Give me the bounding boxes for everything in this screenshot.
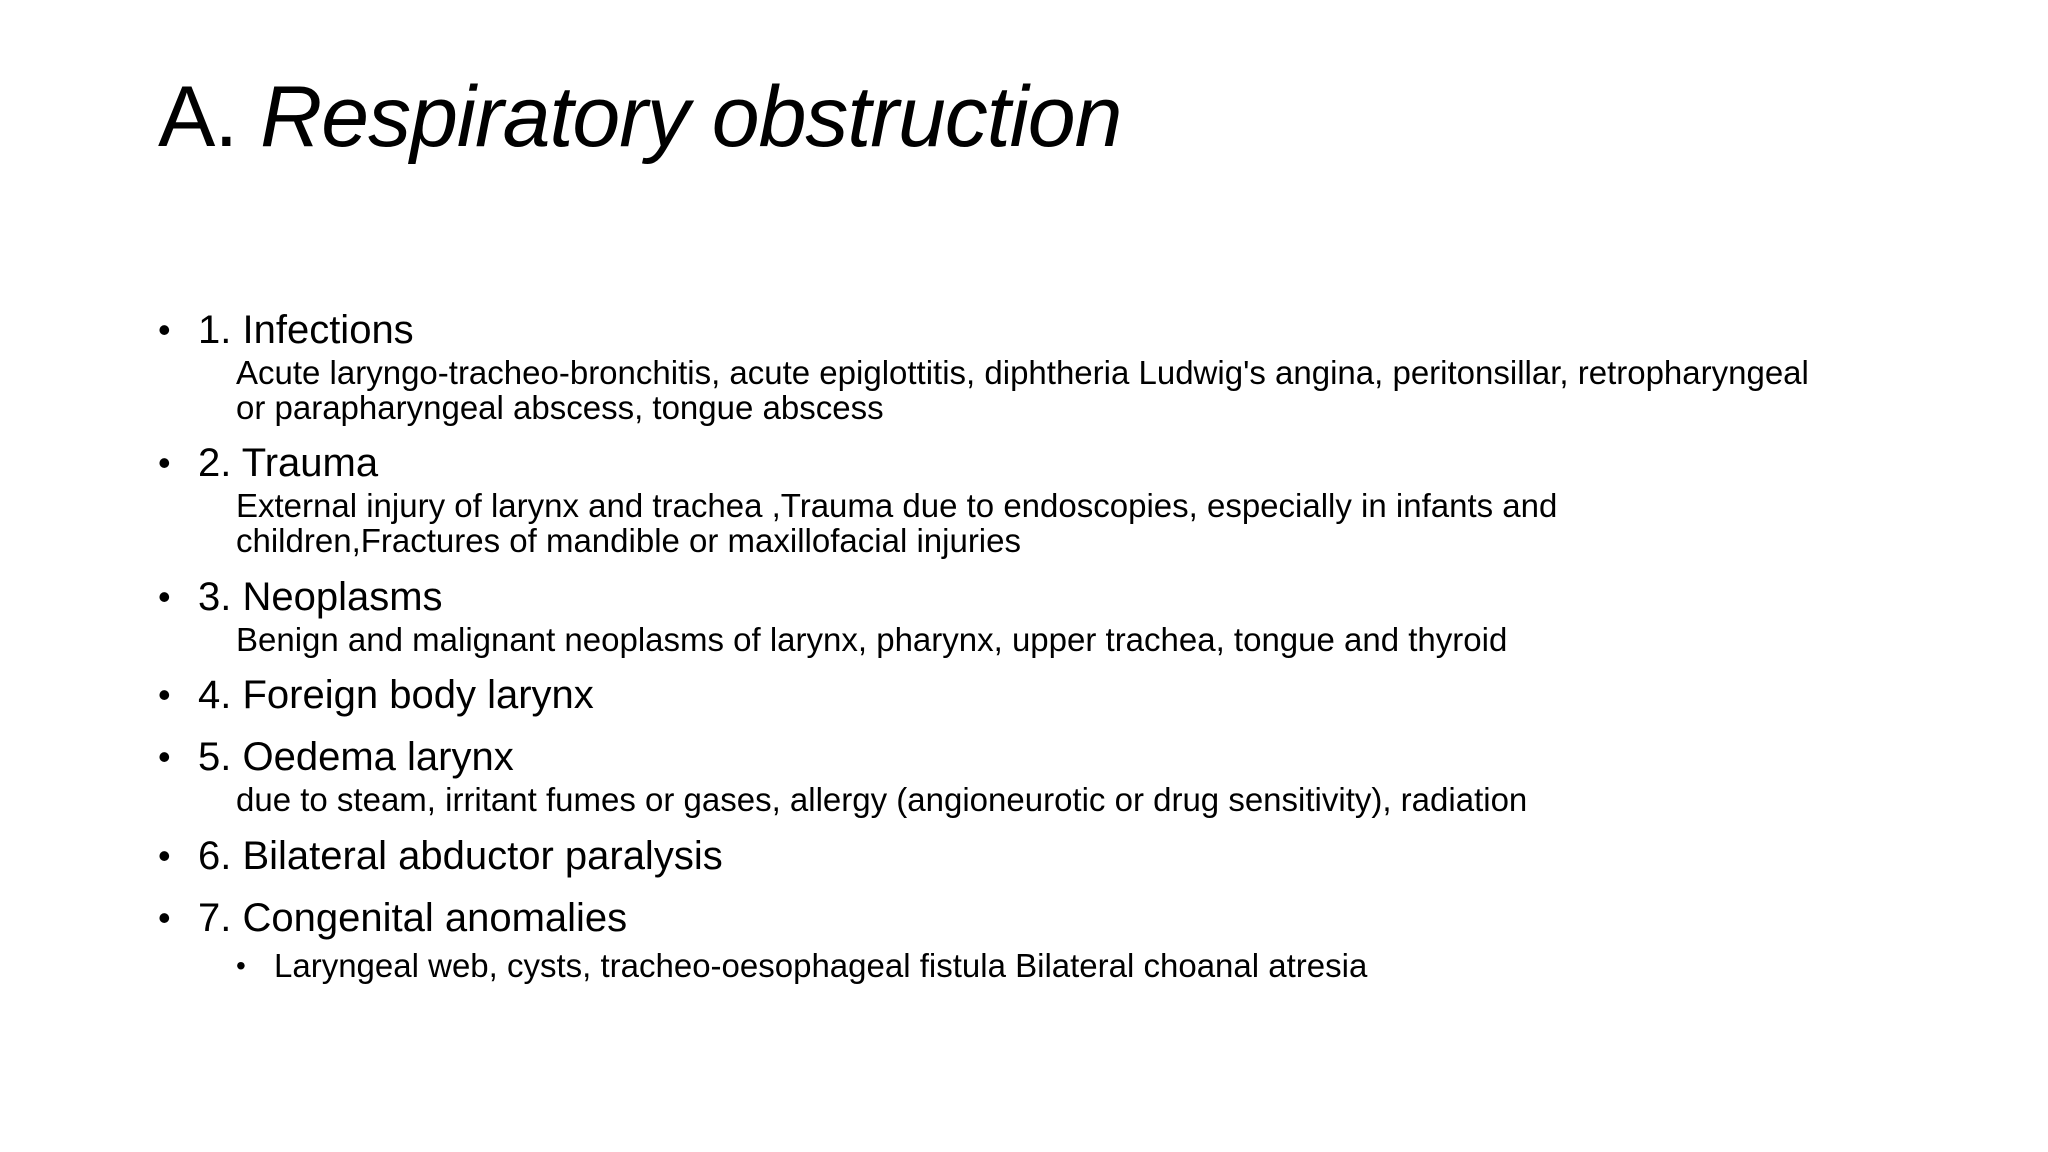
- item-heading: 6. Bilateral abductor paralysis: [198, 833, 723, 878]
- sub-item-text: Laryngeal web, cysts, tracheo-oesophageal fistula Bilateral choanal atresia: [274, 946, 1368, 984]
- item-detail: Benign and malignant neoplasms of larynx, pharynx, upper trachea, tongue and thyroid: [236, 620, 1508, 658]
- item-heading: 2. Trauma: [198, 441, 379, 486]
- list-item: [158, 439, 1978, 558]
- list-item: [158, 733, 1978, 818]
- bullet-icon: •: [158, 442, 171, 484]
- item-heading: 1. Infections: [198, 308, 414, 352]
- bullet-icon: •: [158, 674, 171, 716]
- item-heading: 7. Congenital anomalies: [198, 895, 628, 940]
- bullet-icon: •: [158, 896, 171, 938]
- bullet-icon: •: [158, 834, 171, 876]
- list-item: [158, 306, 1978, 425]
- slide-title: [158, 68, 1121, 167]
- list-item: [158, 573, 1978, 658]
- list-item: [158, 832, 1978, 880]
- item-heading: 4. Foreign body larynx: [198, 673, 594, 718]
- list-item: [158, 671, 1978, 719]
- item-detail: External injury of larynx and trachea ,Trauma due to endoscopies, especially in infants and children,Fractures of mandible or maxillofacial injuries: [236, 487, 1558, 559]
- item-heading: 3. Neoplasms: [198, 574, 443, 619]
- bullet-icon: •: [158, 309, 171, 350]
- sub-bullet-icon: •: [236, 949, 246, 981]
- slide-title-prefix: A.: [158, 69, 261, 165]
- item-detail: Acute laryngo-tracheo-bronchitis, acute epiglottitis, diphtheria Ludwig's angina, peritonsillar, retropharyngeal or parapharyngeal abscess, tongue abscess: [236, 354, 1809, 426]
- bullet-icon: •: [158, 575, 171, 617]
- sub-list-item: [236, 946, 1978, 986]
- slide-title-main: Respiratory obstruction: [260, 69, 1122, 165]
- item-heading: 5. Oedema larynx: [198, 735, 514, 780]
- bullet-icon: •: [158, 736, 171, 778]
- list-item: [158, 894, 1978, 986]
- item-detail: due to steam, irritant fumes or gases, allergy (angioneurotic or drug sensitivity), radiation: [236, 781, 1528, 819]
- bullet-list: [158, 306, 1978, 999]
